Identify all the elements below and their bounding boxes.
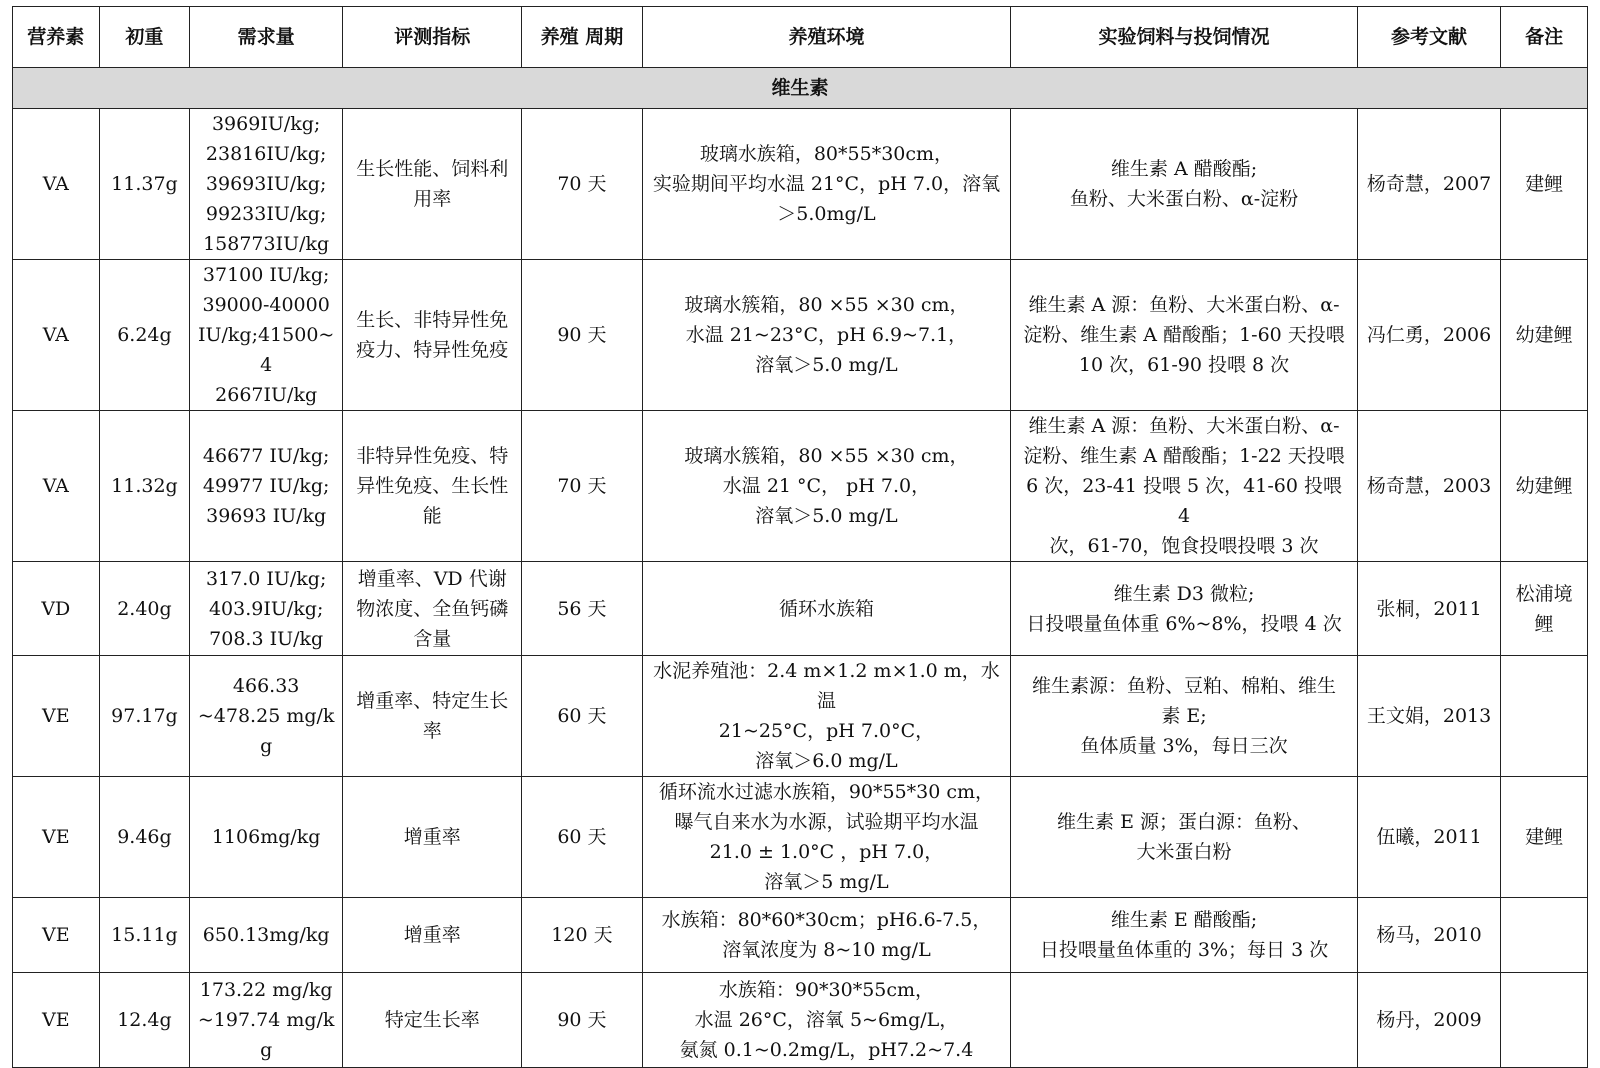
cell-nutrient: VE	[13, 898, 100, 973]
cell-requirement	[190, 973, 343, 1068]
header-initial-weight: 初重	[99, 7, 190, 68]
cell-requirement-line: 23816IU/kg;	[205, 143, 327, 165]
cell-feed-line: 维生素 A 源：鱼粉、大米蛋白粉、α-	[1028, 294, 1340, 316]
cell-environment-line: 21~25°C，pH 7.0°C，	[718, 720, 935, 742]
cell-indicator-line: 疫力、特异性免疫	[356, 339, 509, 361]
cell-note-line: 建鲤	[1525, 173, 1564, 195]
cell-environment-line: ＞5.0mg/L	[777, 203, 876, 225]
cell-requirement-line: 39000-40000	[202, 294, 330, 316]
section-row	[13, 68, 1588, 109]
cell-note	[1501, 562, 1588, 656]
cell-environment	[642, 656, 1011, 777]
cell-note-line: 鲤	[1534, 612, 1554, 635]
cell-environment-line: 水温 26°C，溶氧 5~6mg/L，	[694, 1009, 959, 1031]
cell-requirement	[190, 656, 343, 777]
cell-environment	[642, 898, 1011, 973]
cell-feed-line: 日投喂量鱼体重 6%~8%，投喂 4 次	[1026, 612, 1342, 635]
cell-feed	[1011, 656, 1357, 777]
cell-environment-line: 循环流水过滤水族箱，90*55*30 cm，	[658, 781, 995, 803]
cell-nutrient: VE	[13, 973, 100, 1068]
cell-indicator-line: 用率	[413, 188, 452, 210]
header-period	[522, 7, 642, 68]
cell-requirement-line: 403.9IU/kg;	[208, 597, 324, 620]
cell-indicator-line: 增重率、VD 代谢	[357, 567, 507, 590]
cell-requirement-line: 466.33	[232, 675, 300, 697]
cell-note	[1501, 109, 1588, 260]
cell-period: 70 天	[522, 411, 642, 562]
cell-environment-line: 溶氧＞6.0 mg/L	[755, 750, 898, 772]
cell-indicator	[343, 656, 522, 777]
cell-environment-line: 曝气自来水为水源，试验期平均水温	[674, 811, 979, 833]
header-period-line-1: 养殖	[540, 25, 579, 48]
cell-note-line: 松浦境	[1515, 582, 1573, 605]
cell-indicator-line: 增重率	[403, 924, 461, 946]
cell-nutrient: VE	[13, 656, 100, 777]
cell-environment	[642, 973, 1011, 1068]
header-nutrient: 营养素	[13, 7, 100, 68]
cell-initial-weight: 11.32g	[99, 411, 190, 562]
cell-environment-line: 循环水族箱	[778, 597, 874, 620]
cell-initial-weight: 11.37g	[99, 109, 190, 260]
cell-feed-line: 次，61-70，饱食投喂投喂 3 次	[1049, 535, 1319, 557]
cell-requirement-line: 1106mg/kg	[211, 826, 321, 848]
cell-requirement-line: 2667IU/kg	[215, 384, 318, 406]
cell-feed-line: 鱼体质量 3%，每日三次	[1080, 735, 1288, 757]
table-row	[13, 656, 1588, 777]
cell-environment-line: 水族箱：80*60*30cm；pH6.6-7.5，	[661, 909, 992, 931]
cell-note	[1501, 656, 1588, 777]
cell-indicator	[343, 411, 522, 562]
cell-environment	[642, 562, 1011, 656]
cell-requirement-line: 39693IU/kg;	[205, 173, 327, 195]
cell-initial-weight: 15.11g	[99, 898, 190, 973]
cell-environment-line: 溶氧＞5.0 mg/L	[755, 505, 898, 527]
cell-indicator-line: 非特异性免疫、特	[356, 445, 509, 467]
cell-requirement-line: 158773IU/kg	[203, 233, 330, 255]
cell-reference: 张桐，2011	[1357, 562, 1501, 656]
cell-environment-line: 溶氧浓度为 8~10 mg/L	[722, 939, 931, 961]
cell-feed-line: 鱼粉、大米蛋白粉、α-淀粉	[1069, 188, 1299, 210]
cell-note	[1501, 411, 1588, 562]
vitamin-requirement-table	[12, 6, 1588, 1068]
cell-note	[1501, 777, 1588, 898]
cell-nutrient: VA	[13, 260, 100, 411]
table-body	[13, 68, 1588, 1068]
cell-requirement-line: 650.13mg/kg	[202, 924, 330, 946]
cell-indicator	[343, 777, 522, 898]
table-row	[13, 109, 1588, 260]
cell-requirement-line: 317.0 IU/kg;	[205, 567, 327, 590]
cell-indicator	[343, 260, 522, 411]
cell-nutrient: VE	[13, 777, 100, 898]
cell-note-line: 幼建鲤	[1515, 475, 1573, 497]
table-row	[13, 260, 1588, 411]
cell-requirement-line: ~478.25 mg/kg	[197, 705, 335, 757]
cell-indicator-line: 含量	[413, 627, 452, 650]
header-reference: 参考文献	[1357, 7, 1501, 68]
cell-feed	[1011, 411, 1357, 562]
cell-requirement	[190, 109, 343, 260]
cell-period: 120 天	[522, 898, 642, 973]
cell-note-line: 建鲤	[1525, 826, 1564, 848]
cell-feed-line: 维生素源：鱼粉、豆粕、棉粕、维生	[1032, 675, 1337, 697]
cell-initial-weight: 12.4g	[99, 973, 190, 1068]
cell-reference: 伍曦，2011	[1357, 777, 1501, 898]
cell-requirement	[190, 411, 343, 562]
cell-period: 90 天	[522, 973, 642, 1068]
cell-period: 90 天	[522, 260, 642, 411]
cell-reference: 王文娟，2013	[1357, 656, 1501, 777]
cell-requirement-line: 49977 IU/kg;	[202, 475, 330, 497]
cell-environment	[642, 109, 1011, 260]
header-indicator: 评测指标	[343, 7, 522, 68]
cell-indicator	[343, 109, 522, 260]
cell-environment-line: 玻璃水族箱，80*55*30cm，	[699, 143, 954, 165]
cell-requirement	[190, 898, 343, 973]
cell-environment-line: 水族箱：90*30*55cm，	[718, 979, 935, 1001]
cell-feed-line: 6 次，23-41 投喂 5 次，41-60 投喂 4	[1026, 475, 1342, 527]
header-note: 备注	[1501, 7, 1588, 68]
cell-reference: 杨奇慧，2003	[1357, 411, 1501, 562]
cell-requirement	[190, 562, 343, 656]
table-row	[13, 411, 1588, 562]
cell-initial-weight: 97.17g	[99, 656, 190, 777]
cell-period: 60 天	[522, 777, 642, 898]
cell-requirement-line: IU/kg;41500~4	[197, 324, 335, 376]
cell-requirement	[190, 777, 343, 898]
cell-environment	[642, 260, 1011, 411]
cell-indicator	[343, 562, 522, 656]
cell-feed	[1011, 898, 1357, 973]
cell-environment-line: 21.0 ± 1.0°C ，pH 7.0，	[709, 841, 944, 863]
cell-environment	[642, 777, 1011, 898]
cell-initial-weight: 6.24g	[99, 260, 190, 411]
cell-period: 70 天	[522, 109, 642, 260]
cell-reference: 冯仁勇，2006	[1357, 260, 1501, 411]
cell-environment	[642, 411, 1011, 562]
cell-nutrient: VA	[13, 109, 100, 260]
cell-note-line: 幼建鲤	[1515, 324, 1573, 346]
cell-note	[1501, 898, 1588, 973]
cell-indicator-line: 能	[422, 505, 442, 527]
cell-requirement-line: 173.22 mg/kg	[199, 979, 333, 1001]
cell-initial-weight: 9.46g	[99, 777, 190, 898]
cell-feed	[1011, 973, 1357, 1068]
cell-environment-line: 水温 21~23°C，pH 6.9~7.1，	[685, 324, 968, 346]
table-row	[13, 562, 1588, 656]
cell-feed-line: 维生素 D3 微粒;	[1113, 582, 1255, 605]
cell-note	[1501, 260, 1588, 411]
cell-nutrient: VD	[13, 562, 100, 656]
section-label: 维生素	[13, 68, 1588, 109]
cell-feed	[1011, 562, 1357, 656]
cell-feed-line: 素 E;	[1161, 705, 1207, 727]
table-row	[13, 898, 1588, 973]
cell-feed-line: 日投喂量鱼体重的 3%；每日 3 次	[1039, 939, 1329, 961]
cell-initial-weight: 2.40g	[99, 562, 190, 656]
cell-feed-line: 维生素 E 源；蛋白源：鱼粉、	[1057, 811, 1311, 833]
cell-requirement-line: 99233IU/kg;	[205, 203, 327, 225]
cell-period: 60 天	[522, 656, 642, 777]
cell-indicator	[343, 973, 522, 1068]
cell-requirement-line: 39693 IU/kg	[206, 505, 327, 527]
cell-environment-line: 溶氧＞5.0 mg/L	[755, 354, 898, 376]
cell-indicator-line: 异性免疫、生长性	[356, 475, 509, 497]
table-row	[13, 777, 1588, 898]
table-wrapper	[12, 6, 1588, 1068]
cell-environment-line: 玻璃水簇箱，80 ×55 ×30 cm，	[684, 445, 969, 467]
cell-indicator-line: 生长性能、饲料利	[356, 158, 509, 180]
cell-reference: 杨丹，2009	[1357, 973, 1501, 1068]
cell-note	[1501, 973, 1588, 1068]
cell-feed-line: 维生素 A 源：鱼粉、大米蛋白粉、α-	[1028, 415, 1340, 437]
cell-feed-line: 淀粉、维生素 A 醋酸酯；1-60 天投喂	[1023, 324, 1345, 346]
header-row	[13, 7, 1588, 68]
cell-indicator-line: 率	[422, 720, 442, 742]
cell-indicator-line: 特定生长率	[384, 1009, 480, 1031]
cell-indicator-line: 增重率	[403, 826, 461, 848]
cell-indicator-line: 生长、非特异性免	[356, 309, 509, 331]
cell-environment-line: 实验期间平均水温 21°C，pH 7.0，溶氧	[652, 173, 1001, 195]
cell-indicator	[343, 898, 522, 973]
cell-period: 56 天	[522, 562, 642, 656]
table-row	[13, 973, 1588, 1068]
cell-reference: 杨奇慧，2007	[1357, 109, 1501, 260]
cell-requirement-line: ~197.74 mg/kg	[197, 1009, 335, 1061]
cell-feed-line: 10 次，61-90 投喂 8 次	[1078, 354, 1290, 376]
cell-environment-line: 水温 21 °C， pH 7.0，	[722, 475, 931, 497]
cell-feed-line: 大米蛋白粉	[1136, 841, 1232, 863]
header-environment: 养殖环境	[642, 7, 1011, 68]
header-period-line-2: 周期	[585, 25, 624, 48]
cell-reference: 杨马，2010	[1357, 898, 1501, 973]
cell-requirement-line: 708.3 IU/kg	[209, 627, 324, 650]
header-feed: 实验饲料与投饲情况	[1011, 7, 1357, 68]
cell-feed-line: 淀粉、维生素 A 醋酸酯；1-22 天投喂	[1023, 445, 1345, 467]
cell-feed	[1011, 260, 1357, 411]
cell-environment-line: 氨氮 0.1~0.2mg/L，pH7.2~7.4	[679, 1039, 974, 1061]
cell-feed	[1011, 109, 1357, 260]
cell-feed-line: 维生素 E 醋酸酯;	[1110, 909, 1258, 931]
header-requirement: 需求量	[190, 7, 343, 68]
cell-environment-line: 玻璃水簇箱，80 ×55 ×30 cm，	[684, 294, 969, 316]
cell-environment-line: 水泥养殖池：2.4 m×1.2 m×1.0 m，水温	[653, 660, 1000, 712]
cell-environment-line: 溶氧＞5 mg/L	[764, 871, 889, 893]
cell-indicator-line: 物浓度、全鱼钙磷	[356, 597, 509, 620]
cell-feed	[1011, 777, 1357, 898]
cell-indicator-line: 增重率、特定生长	[356, 690, 509, 712]
cell-requirement	[190, 260, 343, 411]
cell-requirement-line: 3969IU/kg;	[211, 113, 321, 135]
cell-nutrient: VA	[13, 411, 100, 562]
cell-requirement-line: 46677 IU/kg;	[202, 445, 330, 467]
cell-requirement-line: 37100 IU/kg;	[202, 264, 330, 286]
cell-feed-line: 维生素 A 醋酸酯;	[1110, 158, 1258, 180]
